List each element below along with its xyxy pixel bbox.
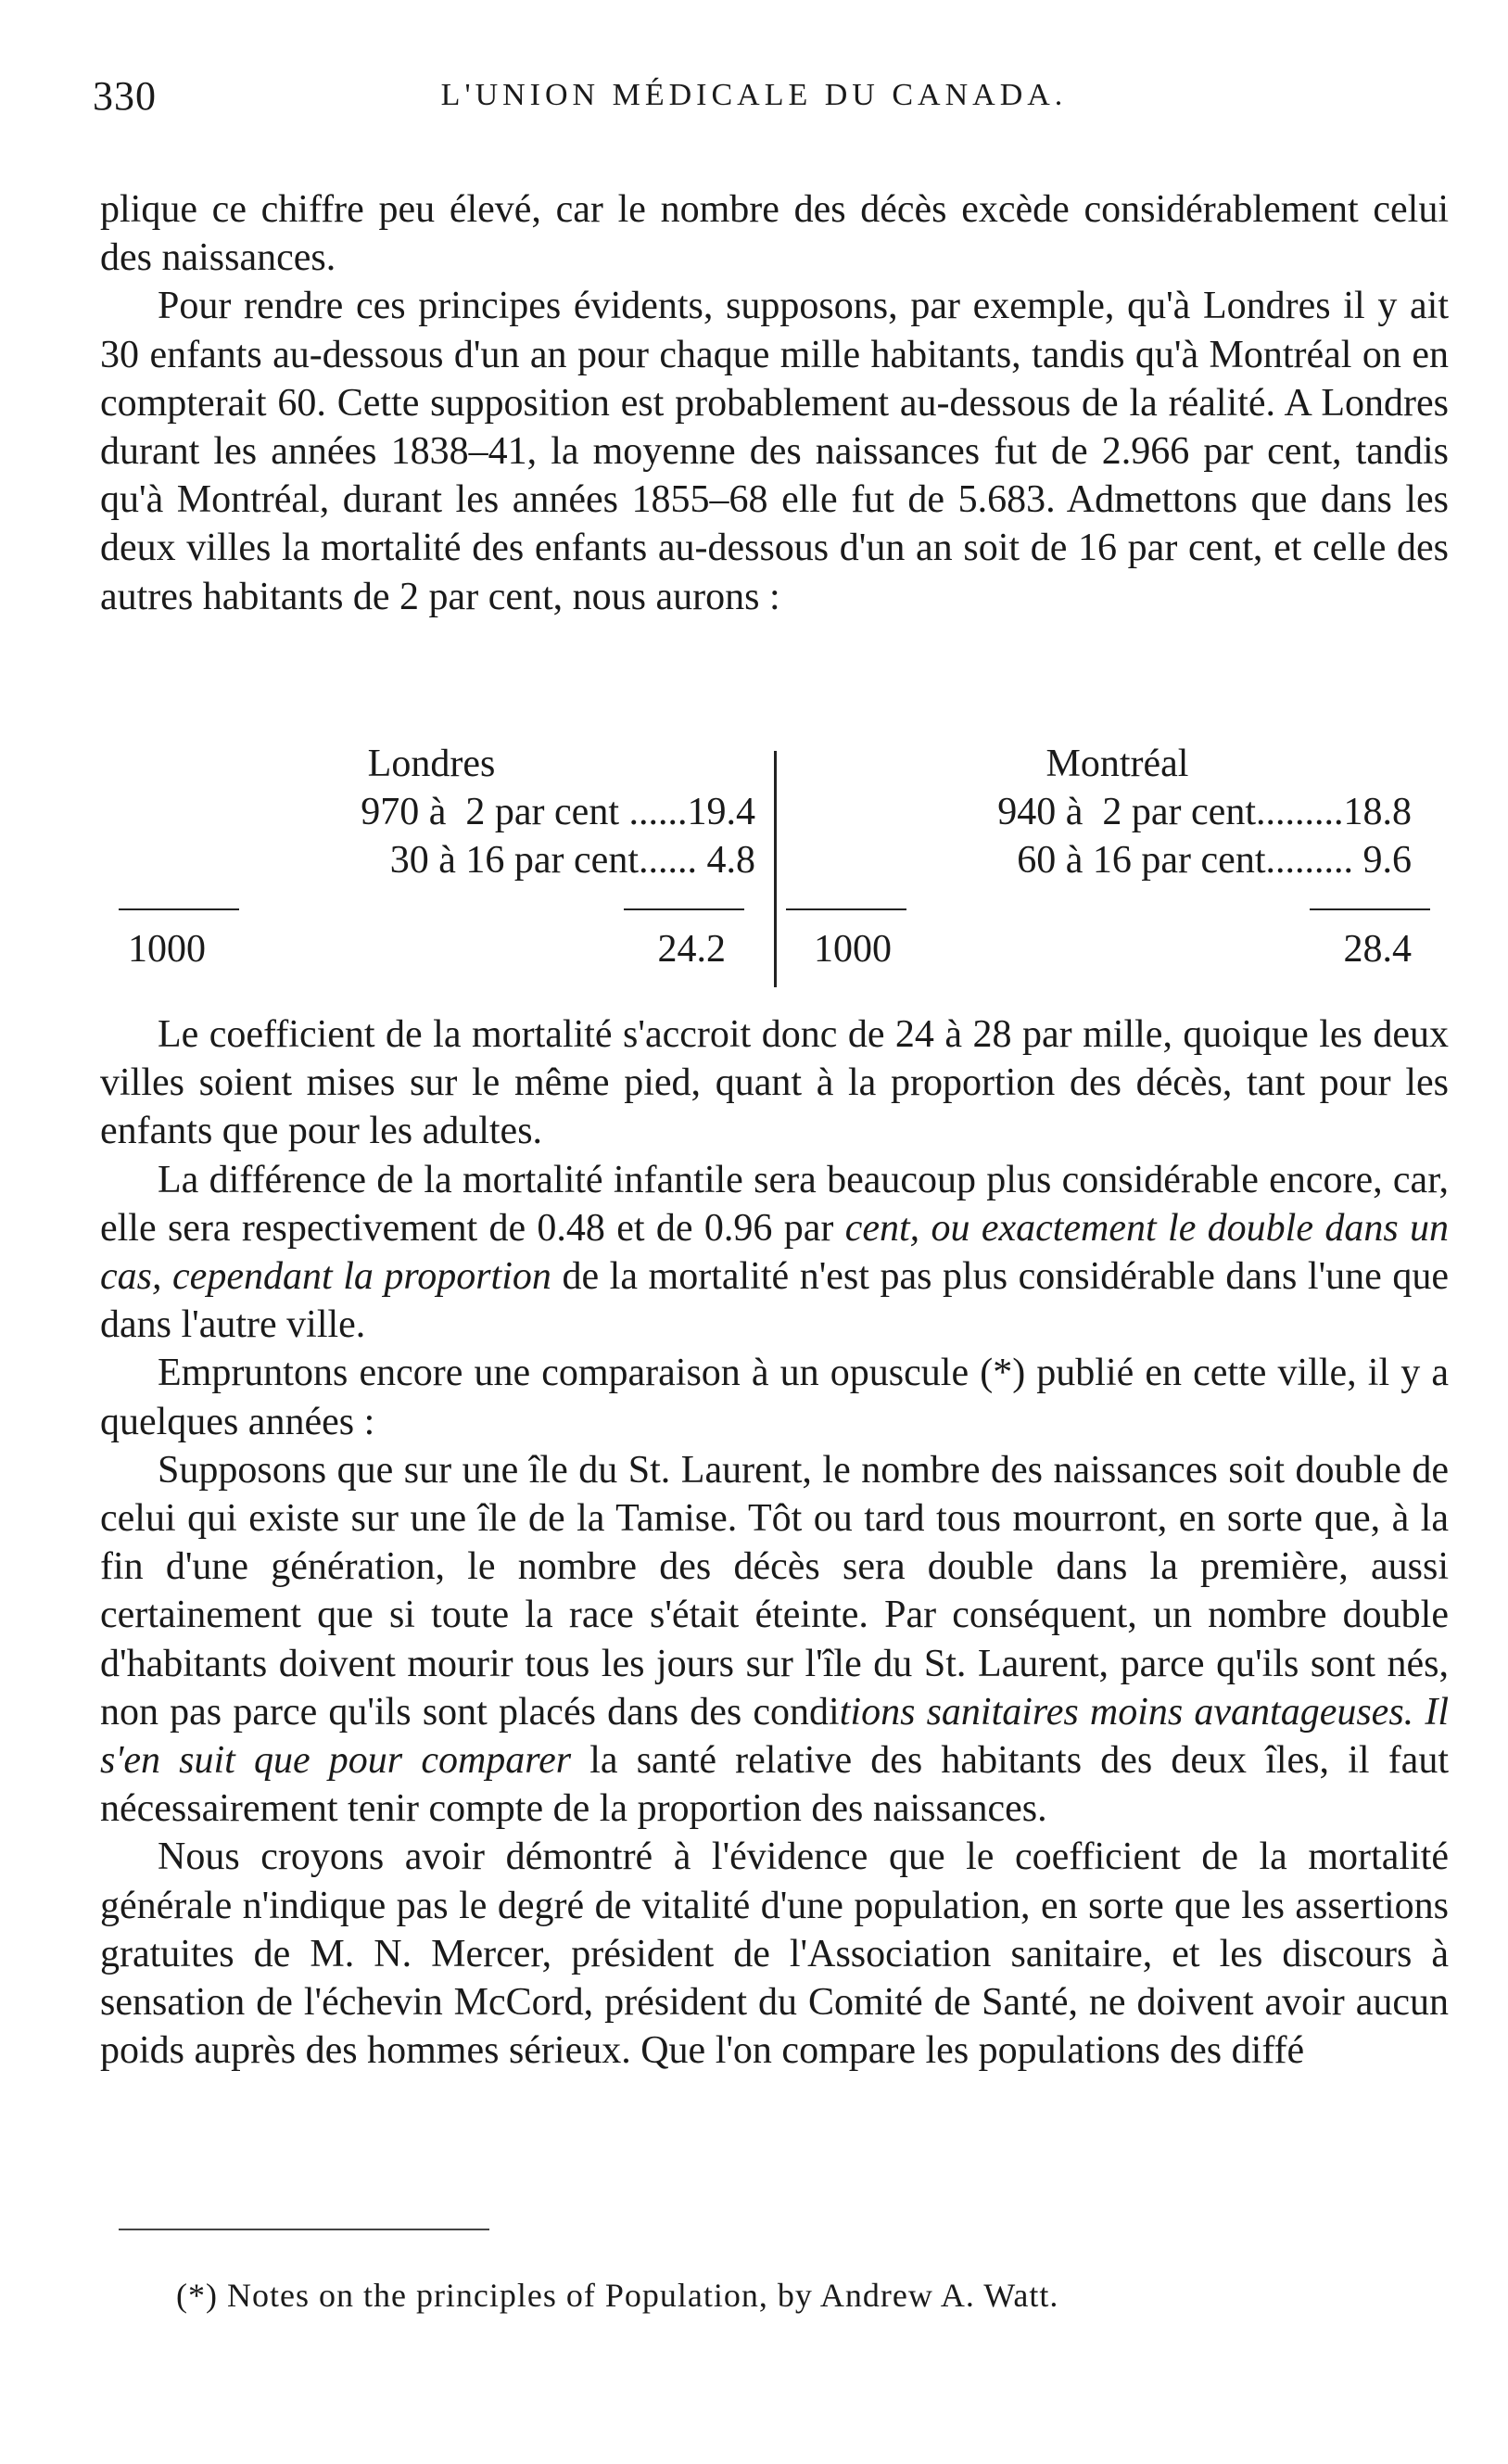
sum-rule xyxy=(1310,908,1430,910)
city-heading-montreal: Montréal xyxy=(1045,743,1189,785)
page-number: 330 xyxy=(93,73,157,119)
table-row: 30 à 16 par cent...... 4.8 xyxy=(389,839,755,882)
journal-title: L'UNION MÉDICALE DU CANADA. xyxy=(440,78,1068,112)
paragraph-continuation: plique ce chiffre peu élevé, car le nombre des décès excède considérablement celui des naissances. xyxy=(100,188,1449,280)
total-rate: 24.2 xyxy=(657,928,726,971)
london-column xyxy=(100,742,763,992)
paragraph-hypothesis: Pour rendre ces principes évidents, supposons, par exemple, qu'à Londres il y ait 30 enfants au-dessous d'un an pour chaque mille habitants, tandis qu'à Montréal on en compterait 60. Cette supposition est probablement au-dessous de la réalité. A Londres durant les années 1838–41, la moyenne des naissances fut de 2.966 par cent, tandis qu'à Montréal, durant les années 1855–68 elle fut de 5.683. Admettons que dans les deux villes la mortalité des enfants au-dessous d'un an soit de 16 par cent, et celle des autres habitants de 2 par cent, nous aurons : xyxy=(100,285,1449,618)
montreal-column xyxy=(786,742,1449,992)
table-row: 940 à 2 par cent.........18.8 xyxy=(997,791,1412,833)
paragraph-comparison-intro: Empruntons encore une comparaison à un opuscule (*) publié en cette ville, il y a quelques années : xyxy=(100,1352,1449,1443)
total-population: 1000 xyxy=(128,928,206,971)
text-run: La différence de la mortalité infantile sera beaucoup plus considérable encore, car, elle sera respectivement de 0.48 et de 0.96 par xyxy=(100,1158,1449,1250)
total-population: 1000 xyxy=(814,928,892,971)
paragraph-infant-mortality xyxy=(100,1156,1449,1350)
text-block-top xyxy=(100,185,1449,621)
text-run: Supposons que sur une île du St. Laurent, le nombre des naissances soit double de celui qui existe sur une île de la Tamise. Tôt ou tard tous mourront, en sorte que, à la fin d'une génération, le nombre des décès sera double dans la première, aussi certainement que si toute la race s'était éteinte. Par conséquent, un nombre double d'habitants doivent mourir tous les jours sur l'île du St. Laurent, parce qu'ils sont nés, non pas parce qu'ils sont placés dans des condi xyxy=(100,1448,1449,1734)
city-heading-londres: Londres xyxy=(367,743,496,785)
sum-rule xyxy=(624,908,744,910)
text-block-bottom xyxy=(100,1010,1449,2075)
sum-rule xyxy=(119,908,239,910)
column-divider xyxy=(774,751,777,987)
footnote-rule xyxy=(119,2229,489,2230)
total-rate: 28.4 xyxy=(1343,928,1412,971)
table-row: 970 à 2 par cent ......19.4 xyxy=(361,791,755,833)
text-run: la santé relative des habitants des deux îles, il faut nécessairement tenir compte de la proportion des naissances. xyxy=(100,1739,1449,1831)
sum-rule xyxy=(786,908,906,910)
paragraph-coefficient: Le coefficient de la mortalité s'accroit donc de 24 à 28 par mille, quoique les deux villes soient mises sur le même pied, quant à la proportion des décès, tant pour les enfants que pour les adultes. xyxy=(100,1013,1449,1153)
running-head xyxy=(93,72,1415,128)
italic-run: tions sanitaires moins avantageuses. Il s'en suit que pour comparer xyxy=(100,1690,1449,1783)
italic-run: cent, ou exactement le double dans un cas, cependant la proportion xyxy=(100,1206,1450,1299)
footnote: (*) Notes on the principles of Population, by Andrew A. Watt. xyxy=(176,2277,1059,2314)
paragraph-island-example xyxy=(100,1446,1449,1834)
text-run: de la mortalité n'est pas plus considérable dans l'une que dans l'autre ville. xyxy=(100,1255,1450,1347)
mortality-comparison-table xyxy=(100,742,1449,992)
paragraph-conclusion: Nous croyons avoir démontré à l'évidence que le coefficient de la mortalité générale n'indique pas le degré de vitalité d'une population, en sorte que les assertions gratuites de M. N. Mercer, président de l'Association sanitaire, et les discours à sensation de l'échevin McCord, président du Comité de Santé, ne doivent avoir aucun poids auprès des hommes sérieux. Que l'on compare les populations des diffé xyxy=(100,1835,1449,2073)
table-row: 60 à 16 par cent......... 9.6 xyxy=(1017,839,1412,882)
